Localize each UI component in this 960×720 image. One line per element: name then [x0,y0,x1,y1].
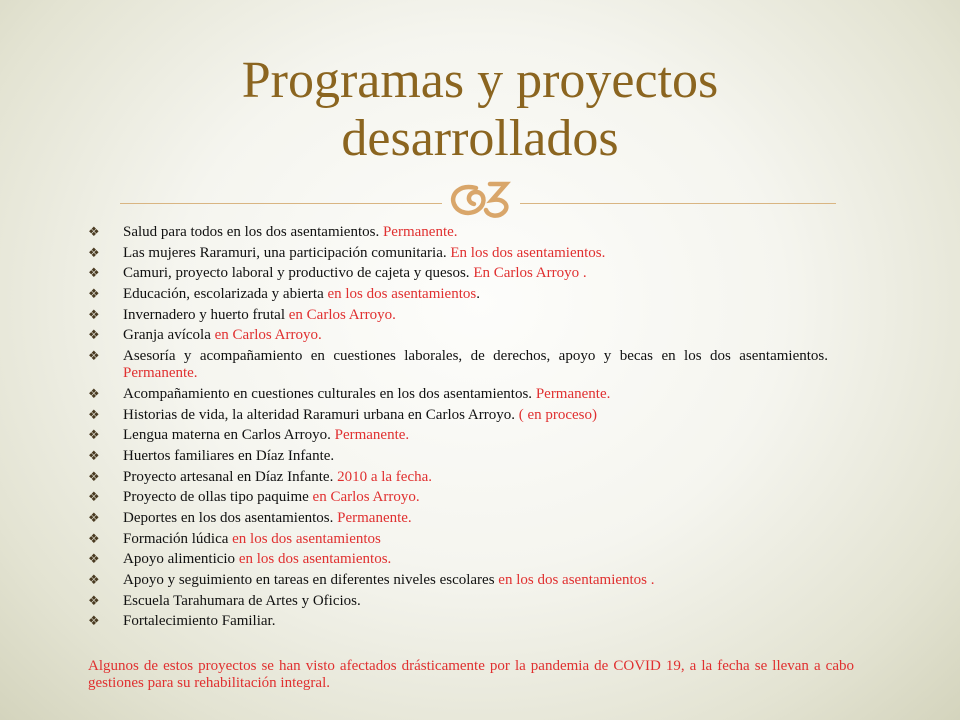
list-item [88,307,828,324]
list-item [88,327,828,344]
list-item-text: Fortalecimiento Familiar. [123,613,276,630]
diamond-bullet-icon: ❖ [88,386,100,402]
list-item-highlight: Permanente. [535,385,611,402]
diamond-bullet-icon: ❖ [88,490,100,506]
title-divider-left [120,203,442,204]
list-item-highlight: Permanente. [123,365,198,382]
list-item-text: Apoyo y seguimiento en tareas en diferentes niveles escolares [123,572,499,588]
list-item-text: Salud para todos en los dos asentamientos. [123,224,383,240]
list-item-text: Escuela Tarahumara de Artes y Oficios. [123,592,361,609]
list-item-text: Historias de vida, la alteridad Raramuri urbana en Carlos Arroyo. [123,406,519,423]
list-item [88,286,828,303]
footnote: Algunos de estos proyectos se han visto afectados drásticamente por la pandemia de COVID 19, a la fecha se llevan a cabo gestiones para su rehabilitación integral. [88,658,854,691]
title-line-1: Programas y proyectos [241,52,719,109]
list-item-highlight: En Carlos Arroyo . [473,265,587,282]
list-item [88,551,828,568]
list-item [88,386,828,403]
list-item-text: Granja avícola [123,327,215,344]
list-item-text: Huertos familiares en Díaz Infante. [123,447,335,464]
list-item-highlight: 2010 a la fecha. [337,468,433,485]
project-list [88,224,828,634]
list-item [88,348,828,382]
list-item-highlight: en Carlos Arroyo. [288,306,396,323]
list-item [88,224,828,241]
list-item-highlight: en los dos asentamientos. [238,551,392,568]
ornamental-swirl-icon [446,178,518,222]
list-item-highlight: en Carlos Arroyo. [214,327,322,344]
diamond-bullet-icon: ❖ [88,307,100,323]
diamond-bullet-icon: ❖ [88,531,100,547]
list-item [88,245,828,262]
list-item-highlight: en los dos asentamientos [327,286,477,303]
list-item-text: Deportes en los dos asentamientos. [123,509,338,526]
list-item [88,489,828,506]
list-item-highlight: Permanente. [334,427,410,444]
diamond-bullet-icon: ❖ [88,573,100,588]
diamond-bullet-icon: ❖ [88,287,100,303]
list-item-text: Lengua materna en Carlos Arroyo. [123,427,335,444]
diamond-bullet-icon: ❖ [88,349,100,365]
list-item-text: Proyecto artesanal en Díaz Infante. [123,468,338,485]
list-item [88,448,828,465]
list-item-text: Proyecto de ollas tipo paquime [123,489,313,506]
list-item [88,469,828,486]
diamond-bullet-icon: ❖ [88,266,100,282]
list-item [88,613,828,630]
diamond-bullet-icon: ❖ [88,552,100,568]
diamond-bullet-icon: ❖ [88,245,100,261]
list-item-highlight: en los dos asentamientos . [498,572,655,588]
diamond-bullet-icon: ❖ [88,448,100,464]
list-item [88,593,828,610]
diamond-bullet-icon: ❖ [88,469,100,485]
list-item-suffix: . [476,286,480,303]
list-item-highlight: Permanente. [337,509,412,526]
list-item-text: Invernadero y huerto frutal [123,306,289,323]
list-item-highlight: ( en proceso) [518,406,598,423]
list-item [88,407,828,424]
list-item-text: Asesoría y acompañamiento en cuestiones laborales, de derechos, apoyo y becas en los dos asentamientos. [123,348,828,365]
list-item-text: Educación, escolarizada y abierta [123,286,328,303]
diamond-bullet-icon: ❖ [88,593,100,609]
slide-title [0,52,960,168]
list-item-text: Acompañamiento en cuestiones culturales en los dos asentamientos. [123,385,536,402]
diamond-bullet-icon: ❖ [88,614,100,630]
title-line-2: desarrollados [341,110,619,167]
list-item-text: Las mujeres Raramuri, una participación comunitaria. [123,244,451,261]
list-item [88,427,828,444]
list-item [88,265,828,282]
list-item-highlight: En los dos asentamientos. [450,244,606,261]
diamond-bullet-icon: ❖ [88,407,100,423]
list-item-text: Apoyo alimenticio [123,551,239,568]
diamond-bullet-icon: ❖ [88,328,100,344]
title-divider-right [520,203,836,204]
list-item-text: Camuri, proyecto laboral y productivo de cajeta y quesos. [123,265,474,282]
list-item-highlight: en los dos asentamientos [232,530,381,547]
diamond-bullet-icon: ❖ [88,510,100,526]
diamond-bullet-icon: ❖ [88,428,100,444]
list-item [88,572,828,589]
list-item [88,531,828,548]
list-item-highlight: en Carlos Arroyo. [312,489,420,506]
list-item-text: Formación lúdica [123,530,233,547]
list-item-highlight: Permanente. [382,224,458,240]
diamond-bullet-icon: ❖ [88,225,100,240]
list-item [88,510,828,527]
